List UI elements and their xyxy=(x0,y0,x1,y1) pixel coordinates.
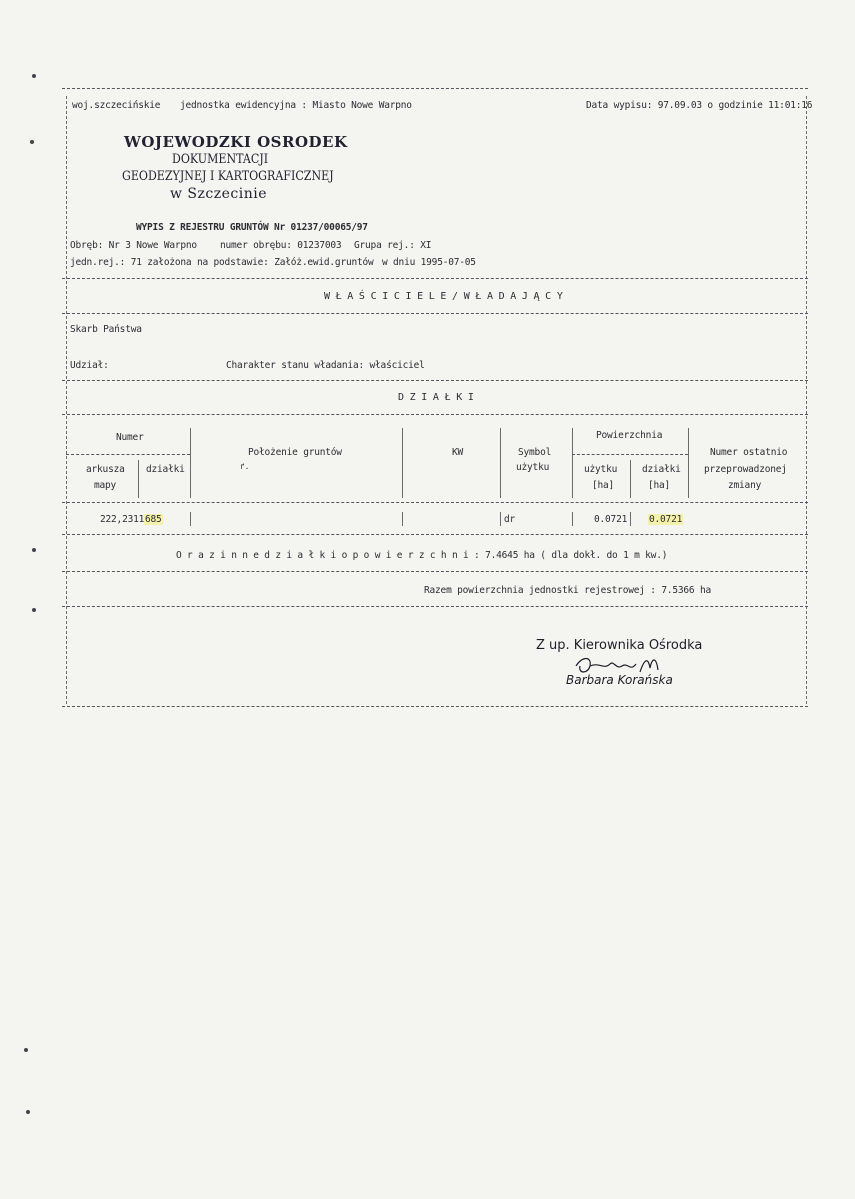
rule-other xyxy=(62,571,808,572)
voivodeship-text: woj.szczecińskie xyxy=(72,100,161,111)
ownership-character: Charakter stanu władania: właściciel xyxy=(226,360,425,371)
group-text: Grupa rej.: XI xyxy=(354,240,432,251)
total-area-text: Razem powierzchnia jednostki rejestrowej : 7.5366 ha xyxy=(424,585,712,596)
rule-table-head-end xyxy=(62,502,808,503)
rule-owners-end xyxy=(62,380,808,381)
row-symbol: dr xyxy=(504,514,516,525)
header-polozenie: Położenie gruntów xyxy=(248,447,342,458)
rule-plots-title xyxy=(62,414,808,415)
owner-name: Skarb Państwa xyxy=(70,324,142,335)
margin-dot xyxy=(32,608,36,612)
col-sep xyxy=(688,428,689,498)
header-numer: Numer xyxy=(116,432,144,443)
rule-total xyxy=(62,606,808,607)
other-plots-text: O r a z i n n e d z i a ł k i o p o w i e r z c h n i : 7.4645 ha ( dla dokł. do 1 m kw.) xyxy=(176,550,668,561)
header-pow-uzytku: użytku xyxy=(584,464,618,475)
precinct-number-text: numer obrębu: 01237003 xyxy=(220,240,342,251)
plots-section-title: D Z I A Ł K I xyxy=(398,392,474,403)
precinct-text: Obręb: Nr 3 Nowe Warpno xyxy=(70,240,197,251)
col-sep xyxy=(500,428,501,498)
stamp-line-3: GEODEZYJNEJ I KARTOGRAFICZNEJ xyxy=(122,169,334,184)
header-arkusza: arkusza xyxy=(86,464,125,475)
row-pow-dzialki: 0.0721 xyxy=(649,514,683,525)
col-sep xyxy=(190,512,191,526)
share-label: Udział: xyxy=(70,360,109,371)
right-border xyxy=(806,96,807,704)
col-sep xyxy=(138,460,139,498)
margin-dot xyxy=(26,1110,30,1114)
stamp-line-1: WOJEWODZKI OSRODEK xyxy=(124,133,348,151)
header-pow-dzialki: działki xyxy=(642,464,681,475)
rule-bottom xyxy=(62,706,808,707)
row-arkusz: 222,2311 xyxy=(100,514,145,525)
header-powierzchnia: Powierzchnia xyxy=(596,430,663,441)
rule-top xyxy=(62,88,808,89)
rule-after-header xyxy=(62,278,808,279)
header-zmiany: zmiany xyxy=(728,480,762,491)
col-sep xyxy=(572,428,573,498)
col-sep xyxy=(500,512,501,526)
signature-authority: Z up. Kierownika Ośrodka xyxy=(536,638,703,653)
rule-table-row-end xyxy=(62,534,808,535)
rule-owners-title xyxy=(62,313,808,314)
header-ha-1: [ha] xyxy=(592,480,615,491)
col-sep xyxy=(630,460,631,498)
signatory-name: Barbara Korańska xyxy=(566,673,673,687)
header-mapy: mapy xyxy=(94,480,117,491)
left-border xyxy=(66,96,67,704)
col-sep xyxy=(402,428,403,498)
margin-dot xyxy=(32,548,36,552)
numer-sub-rule xyxy=(66,454,190,455)
margin-dot xyxy=(32,74,36,78)
registration-date: w dniu 1995-07-05 xyxy=(382,257,476,268)
col-sep xyxy=(190,428,191,498)
header-ha-2: [ha] xyxy=(648,480,671,491)
header-symbol: Symbol xyxy=(518,447,552,458)
row-pow-uzytku: 0.0721 xyxy=(594,514,628,525)
margin-dot xyxy=(30,140,34,144)
header-numer-ostatnio: Numer ostatnio xyxy=(710,447,788,458)
header-uzytku: użytku xyxy=(516,462,550,473)
header-kw: KW xyxy=(452,447,464,458)
stamp-line-2: DOKUMENTACJI xyxy=(172,152,269,167)
col-sep xyxy=(572,512,573,526)
registration-unit-text: jednostka ewidencyjna : Miasto Nowe Warpno xyxy=(180,100,412,111)
registration-unit-info: jedn.rej.: 71 założona na podstawie: Załóż.ewid.gruntów xyxy=(70,257,374,268)
powierzchnia-sub-rule xyxy=(572,454,688,455)
col-sep xyxy=(402,512,403,526)
header-przeprowadzonej: przeprowadzonej xyxy=(704,464,787,475)
header-dzialki: działki xyxy=(146,464,185,475)
print-date-text: Data wypisu: 97.09.03 o godzinie 11:01:16 xyxy=(586,100,813,111)
col-sep xyxy=(630,512,631,526)
header-polozenie-mark: ґ. xyxy=(240,462,250,471)
margin-dot xyxy=(24,1048,28,1052)
owners-section-title: W Ł A Ś C I C I E L E / W Ł A D A J Ą C Y xyxy=(324,291,563,302)
record-title: WYPIS Z REJESTRU GRUNTÓW Nr 01237/00065/97 xyxy=(136,222,368,233)
row-dzialka: 685 xyxy=(145,514,162,525)
stamp-line-4: w Szczecinie xyxy=(170,186,267,202)
